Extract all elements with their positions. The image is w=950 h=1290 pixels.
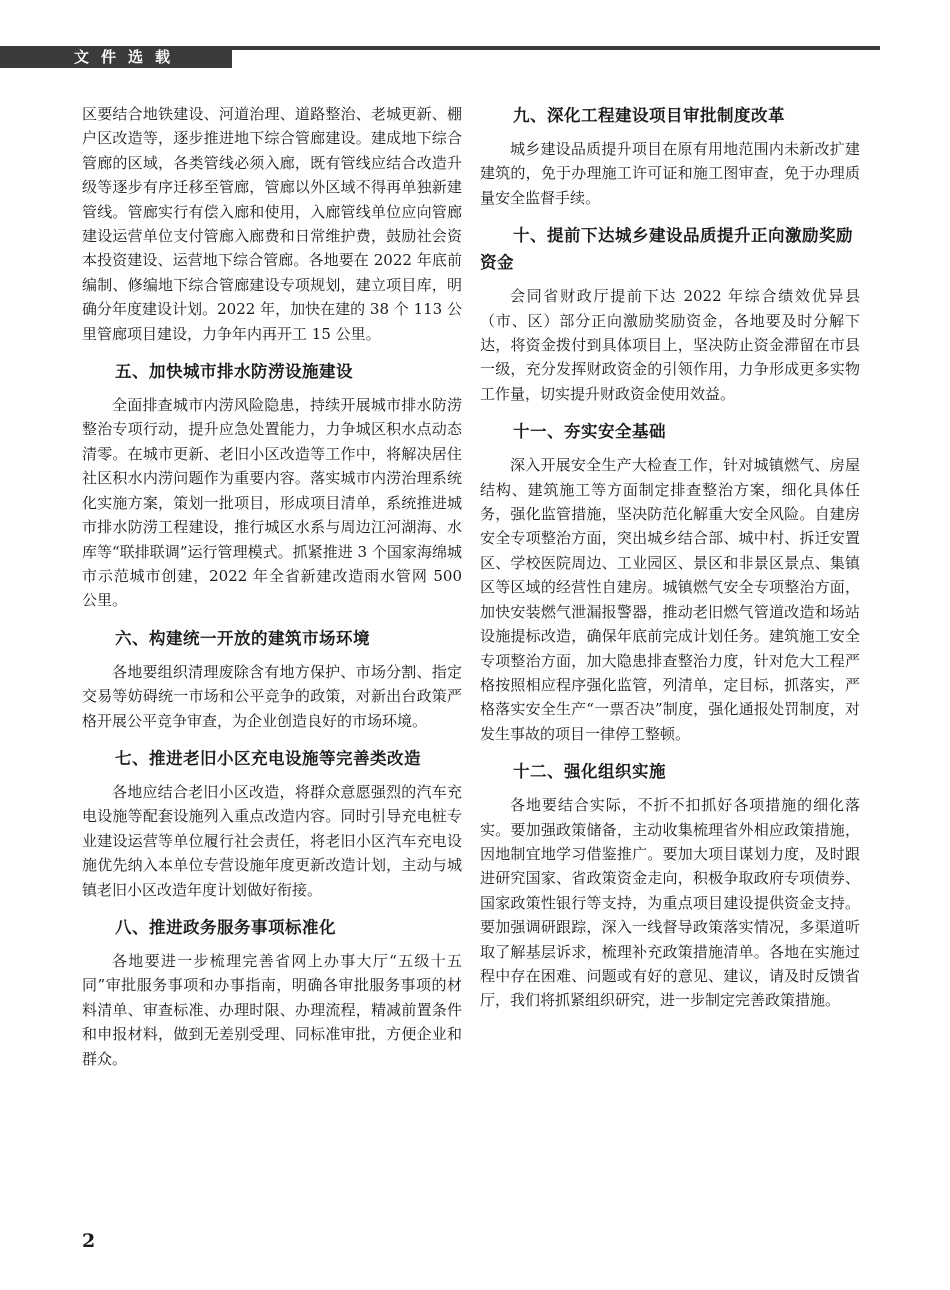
section-title-9: 九、深化工程建设项目审批制度改革 [513, 106, 785, 125]
section-body-6: 各地要组织清理废除含有地方保护、市场分割、指定交易等妨碍统一市场和公平竞争的政策，对新出台政策严格开展公平竞争审查，为企业创造良好的市场环境。 [82, 662, 462, 730]
section-header-label: 文件选载 [0, 46, 232, 68]
section-body-9: 城乡建设品质提升项目在原有用地范围内未新改扩建建筑的，免于办理施工许可证和施工图审查，免于办理质量安全监督手续。 [480, 140, 860, 207]
section-title-12: 十二、强化组织实施 [513, 762, 666, 782]
section-title-11: 十一、夯实安全基础 [513, 422, 666, 442]
section-body-8: 各地要进一步梳理完善省网上办事大厅“五级十五同”审批服务事项和办事指南，明确各审批服务事项的材料清单、审查标准、办理时限、办理流程，精减前置条件和申报材料，做到无差别受理、同标准审批，方便企业和群众。 [82, 951, 462, 1068]
section-title-8: 八、推进政务服务事项标准化 [115, 917, 336, 937]
section-body-5: 全面排查城市内涝风险隐患，持续开展城市排水防涝整治专项行动，提升应急处置能力，力争城区积水点动态清零。在城市更新、老旧小区改造等工作中，将解决居住社区积水内涝问题作为重要内容。落实城市内涝治理系统化实施方案，策划一批项目，形成项目清单，系统推进城市排水防涝工程建设，推行城区水系与周边江河湖海、水库等“联排联调”运行管理模式。抓紧推进 3 个国家海绵城市示范城市创建，2022 年全省新建改造雨水管网 500 公里。 [82, 396, 462, 610]
section-body-11: 深入开展安全生产大检查工作，针对城镇燃气、房屋结构、建筑施工等方面制定排查整治方案，细化具体任务，强化监管措施，坚决防范化解重大安全风险。自建房安全专项整治方面，突出城乡结合部、城中村、拆迁安置区、学校医院周边、工业园区、景区和非景区景点、集镇区等区域的经营性自建房。城镇燃气安全专项整治方面，加快安装燃气泄漏报警器，推动老旧燃气管道改造和场站设施提标改造，确保年底前完成计划任务。建筑施工安全专项整治方面，加大隐患排查整治力度，针对危大工程严格按照相应程序强化监管，列清单，定目标，抓落实，严格落实安全生产“一票否决”制度，强化通报处罚制度，对发生事故的项目一律停工整顿。 [480, 456, 860, 743]
section-title-7: 七、推进老旧小区充电设施等完善类改造 [115, 748, 421, 768]
page-number: 2 [82, 1230, 96, 1252]
header-rule [232, 46, 880, 50]
section-title-5: 五、加快城市排水防涝设施建设 [115, 362, 353, 382]
right-column [480, 102, 860, 1013]
intro-paragraph: 区要结合地铁建设、河道治理、道路整治、老城更新、棚户区改造等，逐步推进地下综合管廊建设。建成地下综合管廊的区域，各类管线必须入廊，既有管线应结合改造升级等逐步有序迁移至管廊，管廊以外区域不得再单独新建管线。管廊实行有偿入廊和使用，入廊管线单位应向管廊建设运营单位支付管廊入廊费和日常维护费，鼓励社会资本投资建设、运营地下综合管廊。各地要在 2022 年底前编制、修编地下综合管廊建设专项规划，建立项目库，明确分年度建设计划。2022 年，加快在建的 38 个 113 公里管廊项目建设，力争年内再开工 15 公里。 [82, 105, 462, 343]
section-title-6: 六、构建统一开放的建筑市场环境 [115, 628, 370, 648]
section-title-10: 十、提前下达城乡建设品质提升正向激励奖励资金 [480, 226, 853, 273]
section-body-12: 各地要结合实际，不折不扣抓好各项措施的细化落实。要加强政策储备，主动收集梳理省外相应政策措施，因地制宜地学习借鉴推广。要加大项目谋划力度，及时跟进研究国家、省政策资金走向，积极争取政府专项债券、国家政策性银行等支持，为重点项目建设提供资金支持。要加强调研跟踪，深入一线督导政策落实情况，多渠道听取了解基层诉求，梳理补充政策措施清单。各地在实施过程中存在困难、问题或有好的意见、建议，请及时反馈省厅，我们将抓紧组织研究，进一步制定完善政策措施。 [480, 796, 860, 1010]
left-column [82, 102, 462, 1071]
section-body-10: 会同省财政厅提前下达 2022 年综合绩效优异县（市、区）部分正向激励奖励资金，各地要及时分解下达，将资金拨付到具体项目上，坚决防止资金滞留在市县一级，充分发挥财政资金的引领作用，力争形成更多实物工作量，切实提升财政资金使用效益。 [480, 287, 860, 403]
section-body-7: 各地应结合老旧小区改造，将群众意愿强烈的汽车充电设施等配套设施列入重点改造内容。同时引导充电桩专业建设运营等单位履行社会责任，将老旧小区汽车充电设施优先纳入本单位专营设施年度更新改造计划，主动与城镇老旧小区改造年度计划做好衔接。 [82, 782, 462, 899]
